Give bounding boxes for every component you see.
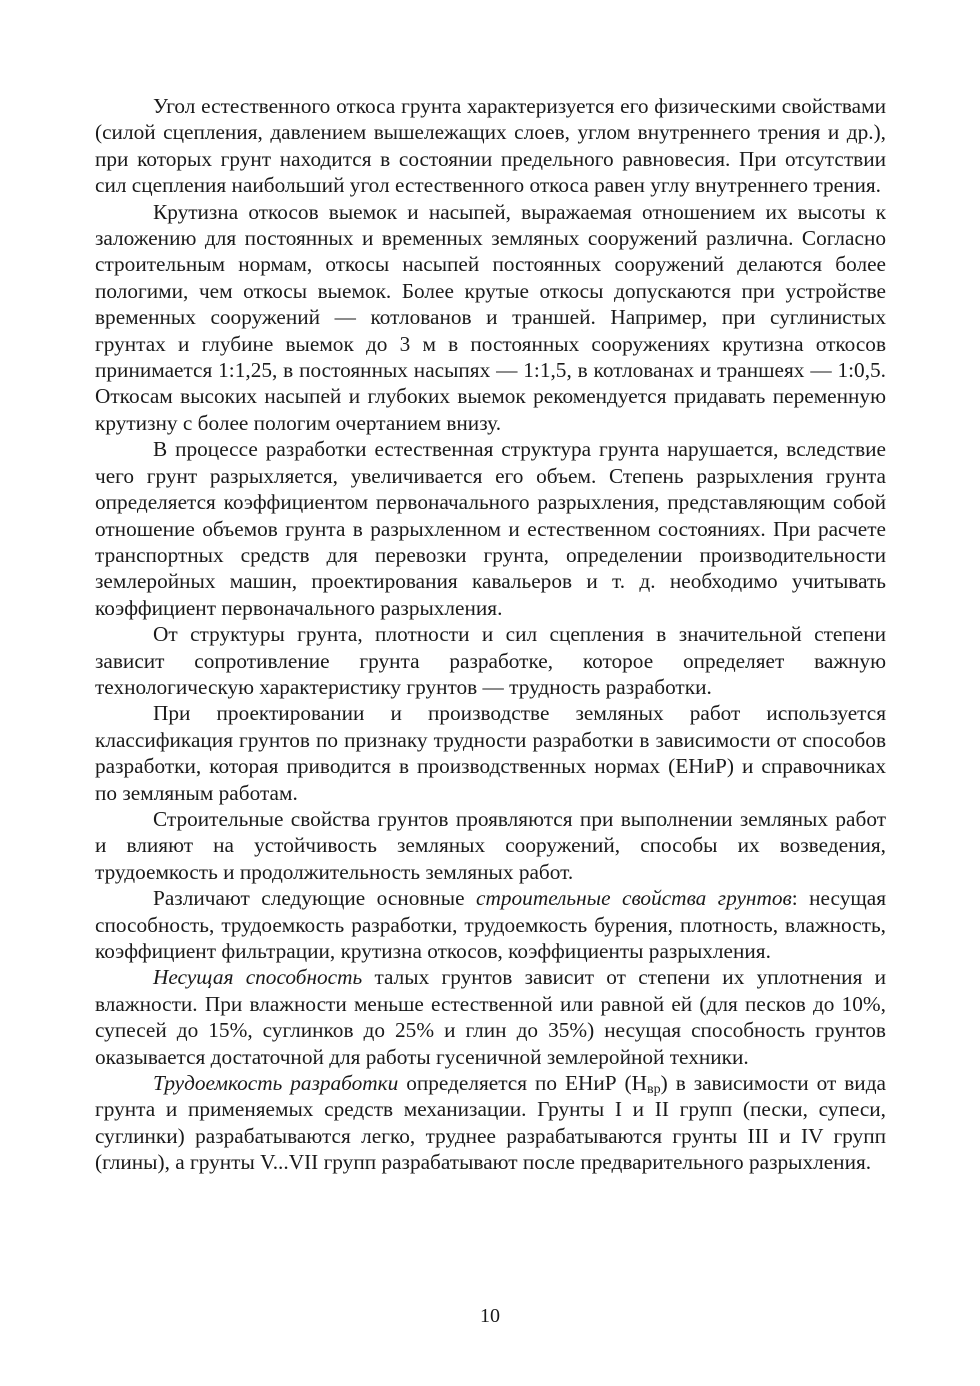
text-span: : несущая способность, трудоемкость разработки, трудоемкость бурения, плотность, влажность, коэффициент фильтрации, крутизна откосов, коэффициенты разрыхления. xyxy=(95,886,887,963)
italic-term: строительные свойства грунтов xyxy=(476,886,792,911)
page-number: 10 xyxy=(480,1305,500,1327)
subscript: вр xyxy=(647,1082,661,1098)
paragraph-slope-angle: Угол естественного откоса грунта характеризуется его физическими свойствами (силой сцепления, давлением вышележащих слоев, углом внутреннего трения и др.), при которых грунт находится в состоянии предельного равновесия. При отсутствии сил сцепления наибольший угол естественного откоса равен углу внутреннего трения. xyxy=(95,94,886,198)
text-span: талых грунтов зависит от степени их уплотнения и влажности. При влажности меньше естественной или равной ей (для песков до 10%, супесей до 15%, суглинков до 25% и глин до 35%) несущая способность грунтов оказывается достаточной для работы гусеничной землеройной техники. xyxy=(95,965,886,1069)
text-span: Различают следующие основные xyxy=(153,886,477,911)
italic-term: Несущая способность xyxy=(153,965,363,990)
paragraph-main-properties xyxy=(95,885,886,964)
text-span: определяется по ЕНиР (Н xyxy=(398,1071,648,1096)
paragraph-bearing-capacity xyxy=(95,964,886,1070)
document-body xyxy=(95,93,886,1176)
paragraph-classification: При проектировании и производстве земляных работ используется классификация грунтов по признаку трудности разработки в зависимости от способов разработки, которая приводится в производственных нормах (ЕНиР) и справочниках по земляным работам. xyxy=(95,701,886,805)
paragraph-labor-intensity xyxy=(95,1070,886,1176)
italic-term: Трудоемкость разработки xyxy=(153,1071,399,1096)
paragraph-loosening: В процессе разработки естественная структура грунта нарушается, вследствие чего грунт разрыхляется, увеличивается его объем. Степень разрыхления грунта определяется коэффициентом первоначального разрыхления, представляющим собой отношение объемов грунта в разрыхленном и естественном состояниях. При расчете транспортных средств для перевозки грунта, определении производительности землеройных машин, проектирования кавальеров и т. д. необходимо учитывать коэффициент первоначального разрыхления. xyxy=(95,437,886,620)
paragraph-resistance: От структуры грунта, плотности и сил сцепления в значительной степени зависит сопротивление грунта разработке, которое определяет важную технологическую характеристику грунтов — трудность разработки. xyxy=(95,622,886,699)
paragraph-slope-steepness: Крутизна откосов выемок и насыпей, выражаемая отношением их высоты к заложению для постоянных и временных земляных сооружений различна. Согласно строительным нормам, откосы насыпей постоянных сооружений делаются более пологими, чем откосы выемок. Более крутые откосы допускаются при устройстве временных сооружений — котлованов и траншей. Например, при суглинистых грунтах и глубине выемок до 3 м в постоянных сооружениях крутизна откосов принимается 1:1,25, в постоянных насыпях — 1:1,5, в котлованах и траншеях — 1:0,5. Откосам высоких насыпей и глубоких выемок рекомендуется придавать переменную крутизну с более пологим очертанием внизу. xyxy=(95,199,886,435)
paragraph-building-properties: Строительные свойства грунтов проявляются при выполнении земляных работ и влияют на устойчивость земляных сооружений, способы их возведения, трудоемкость и продолжительность земляных работ. xyxy=(95,806,886,884)
text-span: ) в зависимости от вида грунта и применяемых средств механизации. Грунты I и II групп (пески, супеси, суглинки) разрабатываются легко, труднее разрабатываются грунты III и IV групп (глины), а грунты V...VII групп разрабатывают после предварительного разрыхления. xyxy=(95,1071,886,1175)
